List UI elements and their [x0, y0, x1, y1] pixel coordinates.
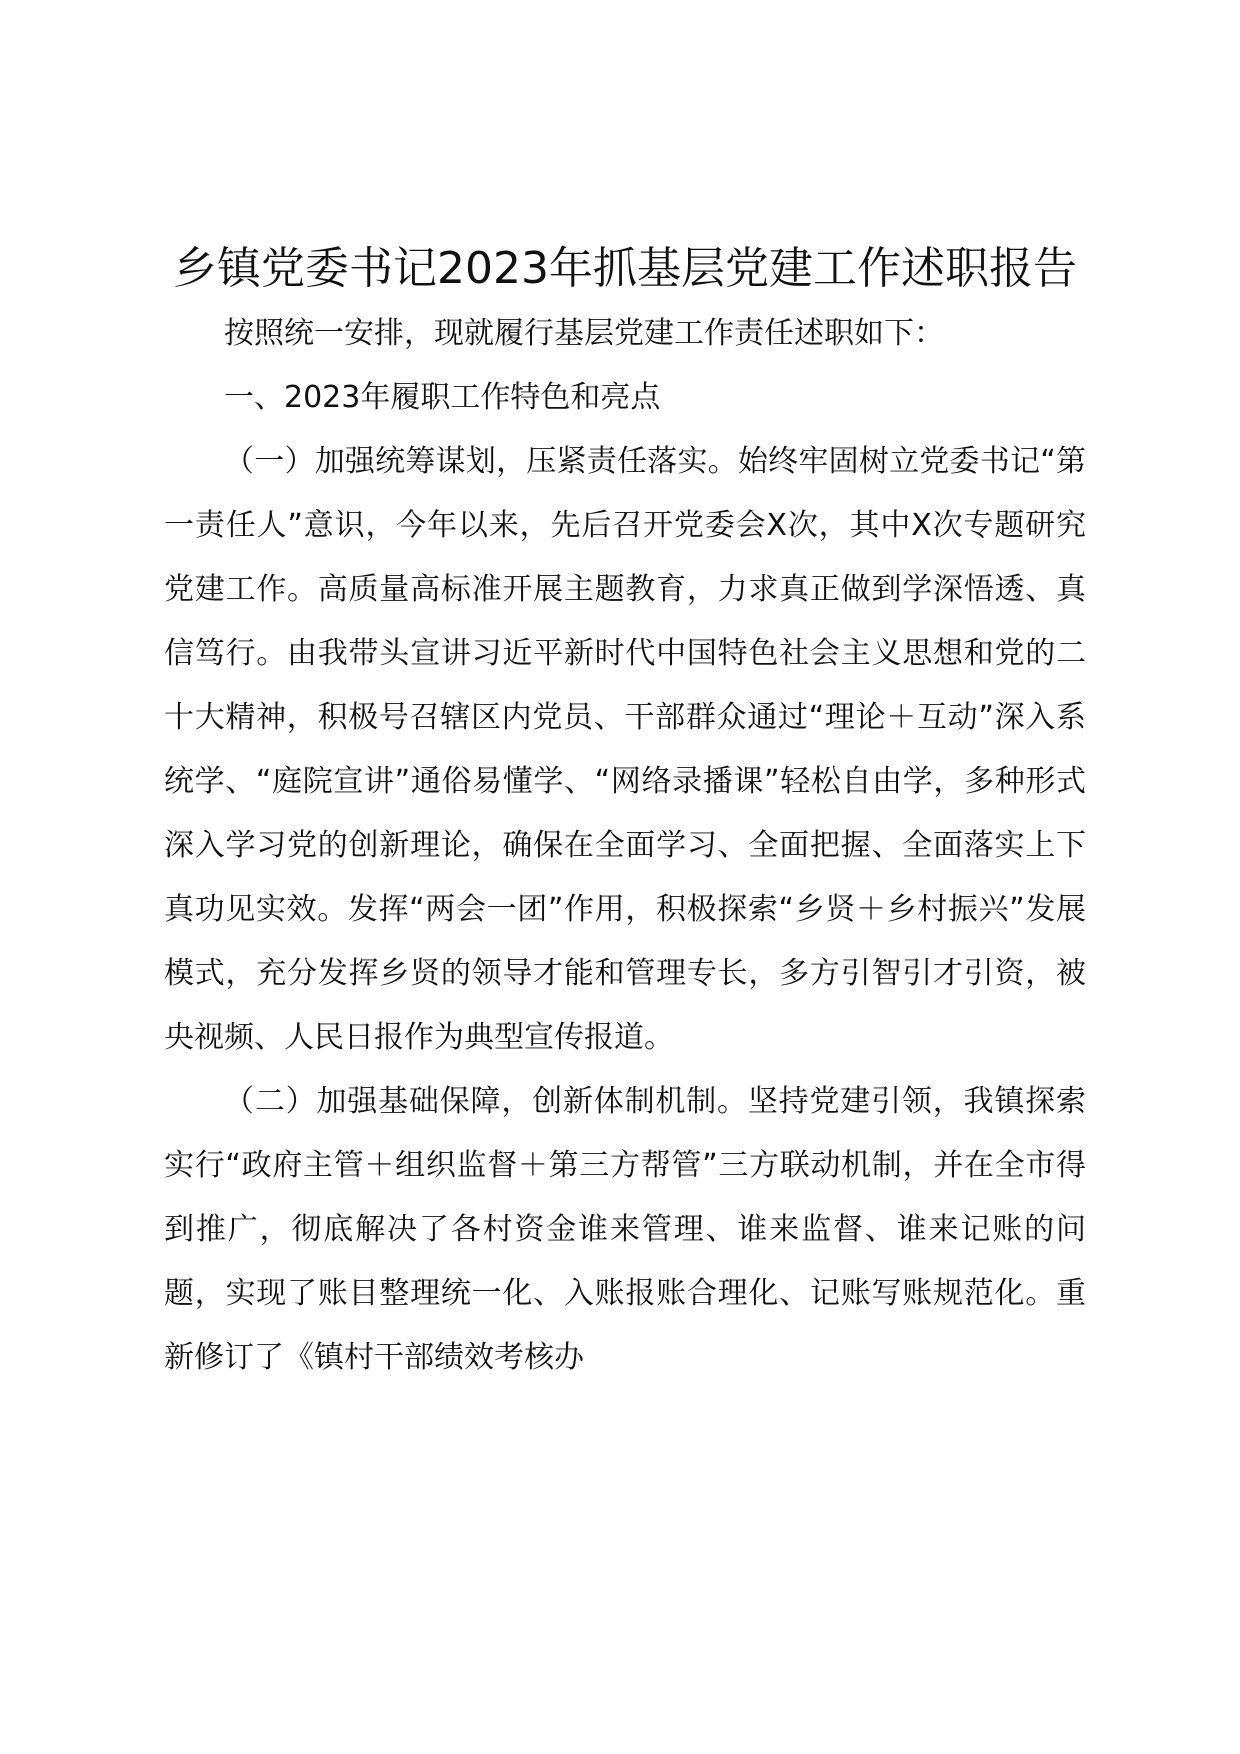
body-paragraph-2: （二）加强基础保障，创新体制机制。坚持党建引领，我镇探索实行“政府主管＋组织监督＋第三方帮管”三方联动机制，并在全市得到推广，彻底解决了各村资金谁来管理、谁来监督、谁来记账的问题，实现了账目整理统一化、入账报账合理化、记账写账规范化。重新修订了《镇村干部绩效考核办: [164, 1084, 1086, 1375]
document-page: [164, 238, 1086, 1390]
document-title: 乡镇党委书记2023年抓基层党建工作述职报告: [173, 243, 1077, 294]
section-heading: 一、2023年履职工作特色和亮点: [224, 380, 661, 415]
intro-paragraph: 按照统一安排，现就履行基层党建工作责任述职如下：: [224, 316, 944, 351]
body-paragraph-1: （一）加强统筹谋划，压紧责任落实。始终牢固树立党委书记“第一责任人”意识，今年以来，先后召开党委会X次，其中X次专题研究党建工作。高质量高标准开展主题教育，力求真正做到学深悟透、真信笃行。由我带头宣讲习近平新时代中国特色社会主义思想和党的二十大精神，积极号召辖区内党员、干部群众通过“理论＋互动”深入系统学、“庭院宣讲”通俗易懂学、“网络录播课”轻松自由学，多种形式深入学习党的创新理论，确保在全面学习、全面把握、全面落实上下真功见实效。发挥“两会一团”作用，积极探索“乡贤＋乡村振兴”发展模式，充分发挥乡贤的领导才能和管理专长，多方引智引才引资，被央视频、人民日报作为典型宣传报道。: [164, 444, 1086, 1055]
